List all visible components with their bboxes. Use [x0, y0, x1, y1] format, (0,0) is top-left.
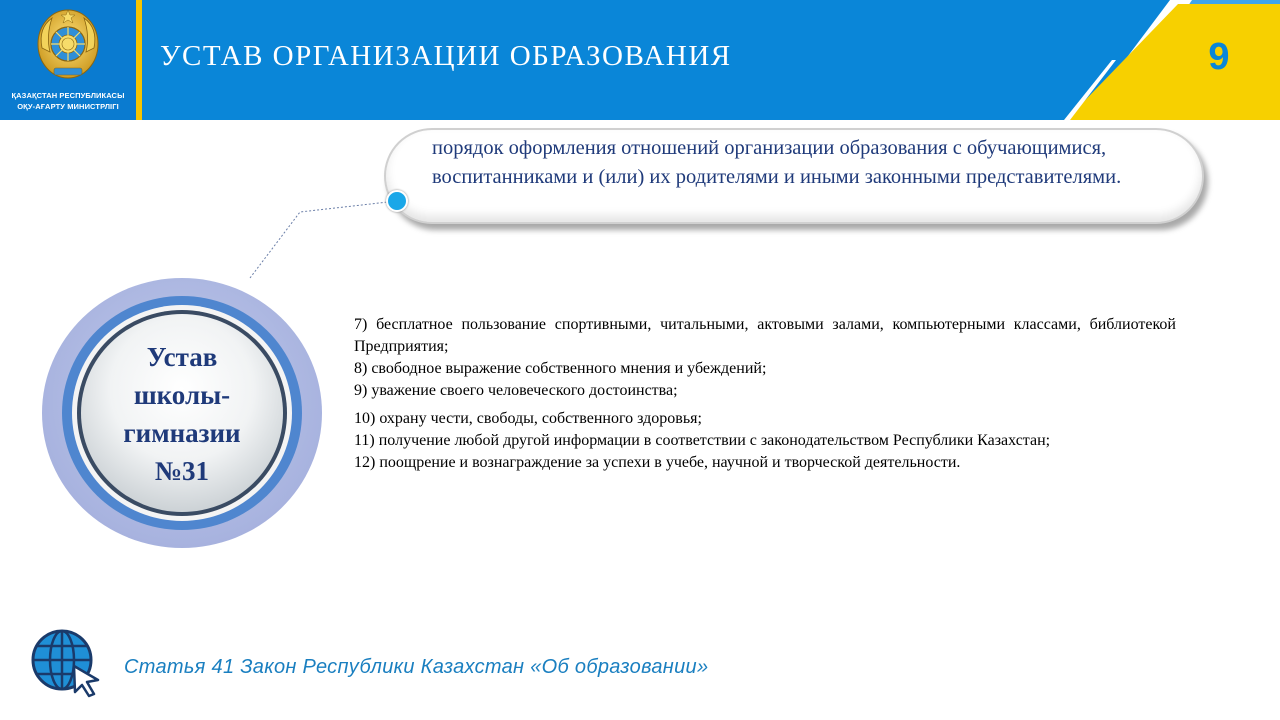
- circle-line-1: Устав: [146, 342, 218, 372]
- ministry-name: [0, 90, 136, 112]
- logo-panel: [0, 0, 136, 120]
- list-item-10: 10) охрану чести, свободы, собственного здоровья;: [354, 410, 702, 427]
- page-title: УСТАВ ОРГАНИЗАЦИИ ОБРАЗОВАНИЯ: [160, 40, 732, 72]
- charter-circle: [42, 278, 322, 548]
- list-item-11: 11) получение любой другой информации в соответствии с законодательством Республики Казахстан;: [354, 432, 1051, 449]
- circle-label: [81, 338, 283, 490]
- globe-cursor-icon: [30, 628, 102, 698]
- list-item-9: 9) уважение своего человеческого достоинства;: [354, 382, 678, 399]
- circle-line-2: школы-: [133, 380, 231, 410]
- ministry-line-2: ОҚУ-АҒАРТУ МИНИСТРЛІГІ: [17, 102, 119, 111]
- list-item-7: 7) бесплатное пользование спортивными, читальными, актовыми залами, компьютерными классами, библиотекой Предприятия;: [354, 316, 1176, 355]
- list-item-8: 8) свободное выражение собственного мнения и убеждений;: [354, 360, 767, 377]
- callout-bullet-dot: [386, 190, 408, 212]
- rights-list: [354, 314, 1176, 474]
- page-number: 9: [1208, 36, 1230, 78]
- source-citation: Статья 41 Закон Республики Казахстан «Об образовании»: [124, 656, 709, 678]
- circle-line-3: гимназии: [123, 418, 241, 448]
- header-bar: [0, 0, 1280, 120]
- ministry-line-1: ҚАЗАҚСТАН РЕСПУБЛИКАСЫ: [11, 91, 125, 100]
- circle-line-4: №31: [154, 456, 210, 486]
- callout-text: порядок оформления отношений организации образования с обучающимися, воспитанниками и (или) их родителями и иными законными представителями.: [432, 137, 1122, 188]
- list-item-12: 12) поощрение и вознаграждение за успехи в учебе, научной и творческой деятельности.: [354, 454, 961, 471]
- kazakhstan-emblem-icon: [36, 8, 100, 82]
